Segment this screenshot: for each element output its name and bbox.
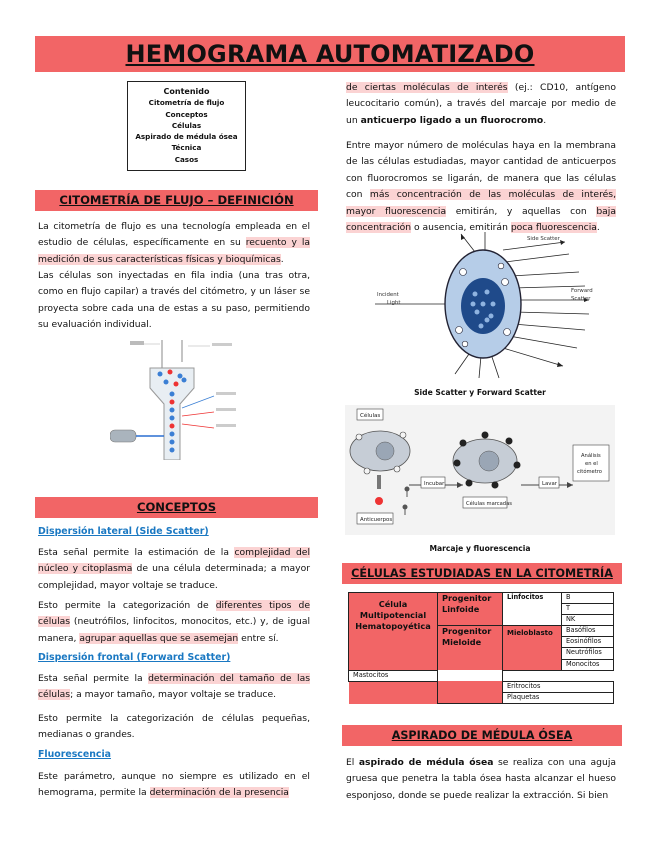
subheading-forward-scatter[interactable]: Dispersión frontal (Forward Scatter) <box>38 652 231 663</box>
cell-type-eosinophils: Eosinófilos <box>562 637 614 648</box>
toc-item[interactable]: Aspirado de médula ósea <box>135 132 238 142</box>
antibody-marking-diagram <box>345 405 615 535</box>
forward-scatter-label-line1: Forward <box>571 288 593 294</box>
paragraph-fluorescence-continued: de ciertas moléculas de interés (ej.: CD10, antígeno leucocitario común), a través del marcaje por medio de un anticuerpo ligado a un fluorocromo. <box>346 82 616 126</box>
incubate-label: Incubar <box>424 481 445 487</box>
forward-scatter-label-line2: Scatter <box>571 296 591 302</box>
cell-type-monocytes: Monocitos <box>562 659 614 670</box>
paragraph-side-scatter: Esta señal permite la estimación de la complejidad del núcleo y citoplasma de una célula determinada; a mayor complejidad, mayor voltaje se traduce. <box>38 547 311 591</box>
cell-myeloblast: Mieloblasto <box>503 626 562 670</box>
table-of-contents <box>127 81 246 171</box>
cell-root: Célula Multipotencial Hematopoyética <box>349 593 438 671</box>
toc-heading: Contenido <box>163 87 210 96</box>
cells-label: Células <box>360 413 381 419</box>
figure-caption-scatter: Side Scatter y Forward Scatter <box>414 388 546 397</box>
wash-label: Lavar <box>542 481 558 487</box>
toc-item[interactable]: Técnica <box>171 143 202 153</box>
analysis-label-line1: Análisis <box>581 453 601 459</box>
page-title: HEMOGRAMA AUTOMATIZADO <box>35 36 625 72</box>
toc-item[interactable]: Conceptos <box>165 109 208 119</box>
figure-caption-marking: Marcaje y fluorescencia <box>429 544 531 553</box>
cell-type-platelets: Plaquetas <box>503 692 614 703</box>
section-heading-cells-studied: CÉLULAS ESTUDIADAS EN LA CITOMETRÍA <box>342 563 622 584</box>
flow-cytometer-diagram <box>110 338 240 460</box>
paragraph-definition: La citometría de flujo es una tecnología empleada en el estudio de células, específicamente en su recuento y la medición de sus características físicas y bioquímicas. <box>38 221 310 265</box>
paragraph-categorization: Esto permite la categorización de diferentes tipos de células (neutrófilos, linfocitos, monocitos, etc.) y, de igual manera, agrupar aquellas que se asemejan entre sí. <box>38 600 310 644</box>
cell-type-erythrocytes: Eritrocitos <box>503 681 614 692</box>
toc-item[interactable]: Células <box>171 120 202 130</box>
cell-type-mast-cells: Mastocitos <box>349 670 503 681</box>
incident-light-label-line1: Incident <box>377 292 399 298</box>
incident-light-label-line2: Light <box>387 300 401 306</box>
toc-item[interactable]: Citometría de flujo <box>148 98 225 108</box>
cell-type-nk: NK <box>562 615 614 626</box>
section-heading-concepts: CONCEPTOS <box>35 497 318 518</box>
subheading-side-scatter[interactable]: Dispersión lateral (Side Scatter) <box>38 526 209 537</box>
cell-type-neutrophils: Neutrófilos <box>562 648 614 659</box>
cell-myeloid-progenitor: Progenitor Mieloide <box>438 626 503 704</box>
cell-lineage-table <box>348 592 614 704</box>
paragraph-molecule-concentration: Entre mayor número de moléculas haya en la membrana de las células estudiadas, mayor cantidad de anticuerpos con fluorocromos se ligarán, de manera que las células con más concentración de las moléculas de interés, mayor fluorescencia emitirán, y aquellas con baja concentración o ausencia, emitirán poca fluorescencia. <box>346 140 616 234</box>
paragraph-cells-injected: Las células son inyectadas en fila india (una tras otra, como en flujo capilar) a través del citómetro, y un láser se proyecta sobre cada una de estas a su paso, permitiendo su evaluación individual. <box>38 270 310 331</box>
paragraph-fluorescence: Este parámetro, aunque no siempre es utilizado en el hemograma, permite la determinación de la presencia <box>38 771 310 799</box>
cell-type-t: T <box>562 604 614 615</box>
paragraph-forward-scatter: Esta señal permite la determinación del tamaño de las células; a mayor tamaño, mayor voltaje se traduce. <box>38 673 310 701</box>
paragraph-size-categories: Esto permite la categorización de células pequeñas, medianas o grandes. <box>38 713 310 741</box>
toc-item[interactable]: Casos <box>174 154 199 164</box>
analysis-label-line2: en el <box>585 461 598 467</box>
section-heading-bone-marrow-aspirate: ASPIRADO DE MÉDULA ÓSEA <box>342 725 622 746</box>
cell-type-basophils: Basófilos <box>562 626 614 637</box>
marked-cells-label: Células marcadas <box>466 501 512 507</box>
cell-type-b: B <box>562 593 614 604</box>
cell-lymphocytes: Linfocitos <box>503 593 562 626</box>
paragraph-bone-marrow-aspirate: El aspirado de médula ósea se realiza con una aguja gruesa que penetra la tabla ósea hasta alcanzar el hueso esponjoso, donde se puede realizar la extracción. Si bien <box>346 757 617 801</box>
side-scatter-label: Side Scatter <box>527 236 560 242</box>
section-heading-flow-cytometry: CITOMETRÍA DE FLUJO – DEFINICIÓN <box>35 190 318 211</box>
cell-lymphoid-progenitor: Progenitor Linfoide <box>438 593 503 626</box>
analysis-label-line3: citómetro <box>577 469 602 475</box>
scatter-diagram <box>365 232 605 382</box>
antibodies-label: Anticuerpos <box>360 517 393 523</box>
subheading-fluorescence[interactable]: Fluorescencia <box>38 749 111 760</box>
